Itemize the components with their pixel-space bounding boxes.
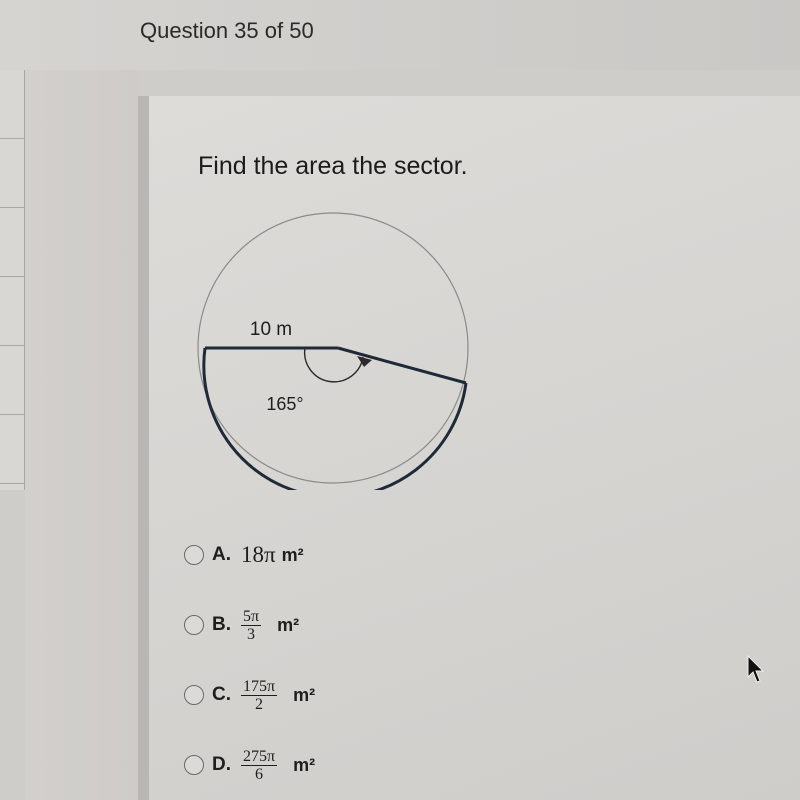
fraction-numerator: 5π bbox=[243, 607, 260, 625]
choice-letter: A. bbox=[212, 544, 231, 565]
radius-label: 10 m bbox=[249, 319, 293, 340]
choice-b[interactable] bbox=[184, 607, 299, 643]
question-nav-row[interactable] bbox=[0, 70, 24, 139]
choice-c[interactable] bbox=[184, 677, 315, 713]
fraction-denominator: 2 bbox=[255, 695, 264, 713]
mouse-cursor-icon bbox=[747, 655, 767, 685]
question-nav-row[interactable] bbox=[0, 208, 24, 277]
radio-button[interactable] bbox=[184, 755, 204, 775]
sector-arc bbox=[204, 348, 466, 490]
left-gutter bbox=[25, 70, 138, 800]
question-nav-row[interactable] bbox=[0, 277, 24, 346]
question-nav-row[interactable] bbox=[0, 139, 24, 208]
question-prompt: Find the area the sector. bbox=[198, 152, 468, 180]
question-nav-panel bbox=[0, 70, 25, 490]
angle-label: 165° bbox=[266, 394, 304, 414]
choice-value: 18π bbox=[241, 542, 276, 567]
sector-diagram bbox=[195, 205, 475, 490]
fraction bbox=[241, 678, 277, 713]
choice-letter: D. bbox=[212, 754, 231, 775]
radius-line-right bbox=[338, 348, 466, 383]
fraction-denominator: 3 bbox=[247, 625, 256, 643]
radio-button[interactable] bbox=[184, 615, 204, 635]
choice-letter: C. bbox=[212, 684, 231, 705]
choice-unit: m² bbox=[293, 754, 316, 775]
top-bar bbox=[0, 0, 800, 70]
content-divider bbox=[138, 96, 149, 800]
question-counter: Question 35 of 50 bbox=[140, 18, 314, 43]
question-nav-row[interactable] bbox=[0, 415, 24, 484]
choice-unit: m² bbox=[281, 544, 304, 565]
fraction-numerator: 275π bbox=[243, 747, 276, 765]
question-nav-row[interactable] bbox=[0, 346, 24, 415]
fraction-numerator: 175π bbox=[243, 677, 276, 695]
choice-unit: m² bbox=[277, 614, 300, 635]
fraction bbox=[241, 608, 261, 643]
choice-d[interactable] bbox=[184, 747, 315, 783]
fraction-denominator: 6 bbox=[255, 765, 264, 783]
radio-button[interactable] bbox=[184, 545, 204, 565]
fraction bbox=[241, 748, 277, 783]
choice-a[interactable] bbox=[184, 537, 304, 573]
radio-button[interactable] bbox=[184, 685, 204, 705]
choice-letter: B. bbox=[212, 614, 231, 635]
choice-unit: m² bbox=[293, 684, 316, 705]
